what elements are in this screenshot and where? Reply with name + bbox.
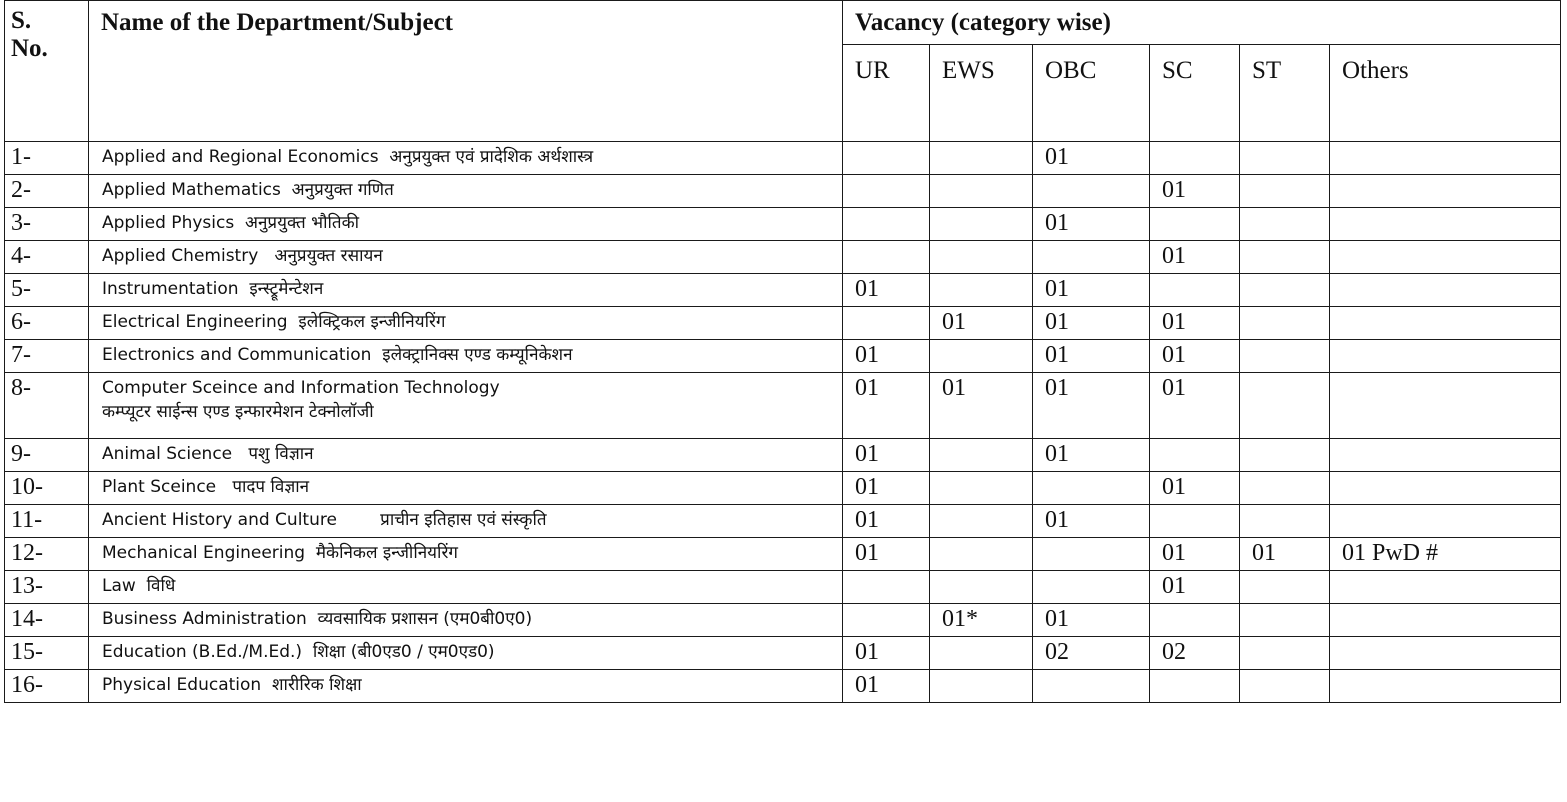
row-department-name: [89, 670, 843, 703]
vacancy-cell-sc: 01: [1150, 307, 1240, 340]
vacancy-cell-obc: 01: [1033, 373, 1150, 439]
vacancy-cell-ur: 01: [843, 637, 930, 670]
vacancy-cell-st: [1240, 142, 1330, 175]
table-header: [5, 1, 1561, 142]
table-body: [5, 142, 1561, 703]
vacancy-cell-ur: 01: [843, 505, 930, 538]
row-serial-number: 13-: [5, 571, 89, 604]
row-department-name: [89, 340, 843, 373]
vacancy-cell-st: [1240, 439, 1330, 472]
vacancy-cell-others: [1330, 307, 1561, 340]
row-serial-number: 3-: [5, 208, 89, 241]
department-name-line1: Education (B.Ed./M.Ed.) शिक्षा (बी0एड0 / एम0एड0): [102, 642, 495, 662]
row-department-name: [89, 241, 843, 274]
department-name-line1: Applied Physics अनुप्रयुक्त भौतिकी: [102, 213, 360, 233]
vacancy-cell-ews: [930, 208, 1033, 241]
vacancy-cell-st: [1240, 175, 1330, 208]
table-row: [5, 472, 1561, 505]
table-row: [5, 175, 1561, 208]
row-department-name: [89, 604, 843, 637]
vacancy-cell-ur: [843, 241, 930, 274]
vacancy-cell-obc: [1033, 175, 1150, 208]
vacancy-table: [4, 0, 1561, 703]
table-row: [5, 571, 1561, 604]
table-row: [5, 241, 1561, 274]
department-name-line1: Applied and Regional Economics अनुप्रयुक्त एवं प्रादेशिक अर्थशास्त्र: [102, 147, 594, 167]
vacancy-cell-st: [1240, 571, 1330, 604]
category-header-others: Others: [1330, 45, 1561, 142]
vacancy-cell-sc: [1150, 604, 1240, 637]
vacancy-cell-obc: [1033, 241, 1150, 274]
table-row: [5, 604, 1561, 637]
row-department-name: [89, 208, 843, 241]
vacancy-cell-sc: 02: [1150, 637, 1240, 670]
vacancy-cell-others: [1330, 241, 1561, 274]
department-name-line1: Ancient History and Culture प्राचीन इतिहास एवं संस्कृति: [102, 510, 547, 530]
table-row: [5, 439, 1561, 472]
category-header-ews: EWS: [930, 45, 1033, 142]
vacancy-cell-st: [1240, 373, 1330, 439]
vacancy-cell-ur: 01: [843, 439, 930, 472]
sno-header-line2: No.: [11, 35, 48, 62]
table-row: [5, 373, 1561, 439]
category-header-sc: SC: [1150, 45, 1240, 142]
category-header-ur: UR: [843, 45, 930, 142]
department-name-line1: Animal Science पशु विज्ञान: [102, 444, 314, 464]
table-row: [5, 538, 1561, 571]
vacancy-cell-sc: [1150, 439, 1240, 472]
vacancy-cell-obc: [1033, 571, 1150, 604]
row-serial-number: 15-: [5, 637, 89, 670]
vacancy-cell-st: [1240, 604, 1330, 637]
vacancy-cell-ur: 01: [843, 538, 930, 571]
row-department-name: [89, 505, 843, 538]
vacancy-cell-others: [1330, 208, 1561, 241]
vacancy-cell-sc: 01: [1150, 373, 1240, 439]
row-serial-number: 14-: [5, 604, 89, 637]
row-serial-number: 4-: [5, 241, 89, 274]
row-serial-number: 16-: [5, 670, 89, 703]
vacancy-cell-st: 01: [1240, 538, 1330, 571]
table-row: [5, 274, 1561, 307]
vacancy-cell-ur: 01: [843, 274, 930, 307]
vacancy-cell-sc: 01: [1150, 340, 1240, 373]
vacancy-cell-ews: [930, 340, 1033, 373]
page-bottom-margin: [0, 782, 1567, 802]
vacancy-cell-ur: [843, 208, 930, 241]
row-serial-number: 5-: [5, 274, 89, 307]
vacancy-cell-st: [1240, 637, 1330, 670]
vacancy-cell-others: [1330, 175, 1561, 208]
row-serial-number: 8-: [5, 373, 89, 439]
vacancy-cell-sc: 01: [1150, 538, 1240, 571]
vacancy-cell-ur: [843, 142, 930, 175]
category-header-st: ST: [1240, 45, 1330, 142]
row-serial-number: 10-: [5, 472, 89, 505]
vacancy-cell-st: [1240, 274, 1330, 307]
vacancy-cell-others: [1330, 274, 1561, 307]
table-row: [5, 142, 1561, 175]
vacancy-cell-others: [1330, 604, 1561, 637]
vacancy-cell-ews: 01: [930, 373, 1033, 439]
department-name-line1: Applied Mathematics अनुप्रयुक्त गणित: [102, 180, 394, 200]
table-row: [5, 208, 1561, 241]
vacancy-cell-others: [1330, 637, 1561, 670]
vacancy-cell-ur: [843, 175, 930, 208]
vacancy-cell-others: [1330, 340, 1561, 373]
vacancy-cell-sc: [1150, 142, 1240, 175]
table-row: [5, 340, 1561, 373]
row-department-name: [89, 373, 843, 439]
vacancy-cell-ur: 01: [843, 373, 930, 439]
row-department-name: [89, 439, 843, 472]
table-row: [5, 505, 1561, 538]
vacancy-cell-obc: 01: [1033, 274, 1150, 307]
vacancy-cell-ur: [843, 604, 930, 637]
vacancy-cell-ews: 01: [930, 307, 1033, 340]
department-name-line1: Mechanical Engineering मैकेनिकल इन्जीनियरिंग: [102, 543, 458, 563]
vacancy-cell-others: [1330, 670, 1561, 703]
vacancy-cell-st: [1240, 670, 1330, 703]
vacancy-cell-others: [1330, 472, 1561, 505]
department-header: Name of the Department/Subject: [89, 1, 843, 142]
vacancy-cell-ur: 01: [843, 472, 930, 505]
vacancy-cell-st: [1240, 241, 1330, 274]
vacancy-cell-ur: 01: [843, 670, 930, 703]
vacancy-cell-ur: [843, 571, 930, 604]
department-name-line1: Electronics and Communication इलेक्ट्रानिक्स एण्ड कम्यूनिकेशन: [102, 345, 573, 365]
vacancy-cell-sc: 01: [1150, 241, 1240, 274]
vacancy-cell-ews: [930, 175, 1033, 208]
vacancy-cell-ews: [930, 472, 1033, 505]
vacancy-cell-obc: 01: [1033, 439, 1150, 472]
vacancy-cell-ews: [930, 670, 1033, 703]
table-row: [5, 307, 1561, 340]
sno-header: [5, 1, 89, 142]
row-department-name: [89, 637, 843, 670]
vacancy-cell-others: [1330, 571, 1561, 604]
vacancy-cell-obc: 01: [1033, 307, 1150, 340]
department-name-line2: कम्प्यूटर साईन्स एण्ड इन्फारमेशन टेक्नोलॉजी: [102, 402, 374, 422]
category-header-obc: OBC: [1033, 45, 1150, 142]
vacancy-cell-others: [1330, 142, 1561, 175]
vacancy-cell-obc: 01: [1033, 340, 1150, 373]
vacancy-cell-sc: 01: [1150, 175, 1240, 208]
vacancy-cell-ews: [930, 571, 1033, 604]
vacancy-cell-obc: 01: [1033, 604, 1150, 637]
vacancy-cell-st: [1240, 340, 1330, 373]
vacancy-cell-ews: [930, 274, 1033, 307]
row-serial-number: 9-: [5, 439, 89, 472]
department-name-line1: Instrumentation इन्स्ट्रूमेन्टेशन: [102, 279, 324, 299]
department-name-line1: Law विधि: [102, 576, 176, 596]
table-row: [5, 637, 1561, 670]
row-department-name: [89, 571, 843, 604]
vacancy-cell-st: [1240, 208, 1330, 241]
department-name-line1: Electrical Engineering इलेक्ट्रिकल इन्जीनियरिंग: [102, 312, 446, 332]
vacancy-cell-obc: [1033, 670, 1150, 703]
vacancy-cell-sc: 01: [1150, 571, 1240, 604]
row-serial-number: 1-: [5, 142, 89, 175]
department-name-line1: Applied Chemistry अनुप्रयुक्त रसायन: [102, 246, 383, 266]
department-name-line1: Business Administration व्यवसायिक प्रशासन (एम0बी0ए0): [102, 609, 533, 629]
vacancy-cell-sc: [1150, 274, 1240, 307]
vacancy-cell-ews: 01*: [930, 604, 1033, 637]
row-department-name: [89, 175, 843, 208]
row-serial-number: 6-: [5, 307, 89, 340]
vacancy-cell-ews: [930, 439, 1033, 472]
vacancy-cell-sc: [1150, 670, 1240, 703]
vacancy-cell-ews: [930, 142, 1033, 175]
row-serial-number: 2-: [5, 175, 89, 208]
row-serial-number: 11-: [5, 505, 89, 538]
vacancy-cell-sc: [1150, 208, 1240, 241]
sno-header-line1: S.: [11, 7, 32, 34]
department-name-line1: Physical Education शारीरिक शिक्षा: [102, 675, 362, 695]
vacancy-cell-obc: [1033, 538, 1150, 571]
department-name-line1: Computer Sceince and Information Technology: [102, 378, 500, 398]
vacancy-cell-ews: [930, 241, 1033, 274]
vacancy-cell-obc: [1033, 472, 1150, 505]
vacancy-cell-others: [1330, 373, 1561, 439]
vacancy-cell-sc: [1150, 505, 1240, 538]
vacancy-cell-obc: 01: [1033, 142, 1150, 175]
vacancy-cell-others: 01 PwD #: [1330, 538, 1561, 571]
vacancy-cell-st: [1240, 307, 1330, 340]
vacancy-table-sheet: [4, 0, 1561, 703]
vacancy-cell-ews: [930, 637, 1033, 670]
vacancy-cell-obc: 01: [1033, 208, 1150, 241]
row-department-name: [89, 142, 843, 175]
vacancy-cell-ews: [930, 538, 1033, 571]
vacancy-cell-obc: 02: [1033, 637, 1150, 670]
vacancy-cell-ews: [930, 505, 1033, 538]
row-department-name: [89, 274, 843, 307]
department-name-line1: Plant Sceince पादप विज्ञान: [102, 477, 310, 497]
vacancy-cell-ur: [843, 307, 930, 340]
vacancy-cell-others: [1330, 439, 1561, 472]
table-row: [5, 670, 1561, 703]
vacancy-cell-others: [1330, 505, 1561, 538]
vacancy-cell-st: [1240, 505, 1330, 538]
vacancy-cell-obc: 01: [1033, 505, 1150, 538]
row-department-name: [89, 538, 843, 571]
vacancy-cell-ur: 01: [843, 340, 930, 373]
row-department-name: [89, 472, 843, 505]
row-serial-number: 12-: [5, 538, 89, 571]
row-serial-number: 7-: [5, 340, 89, 373]
vacancy-header: Vacancy (category wise): [843, 1, 1561, 45]
vacancy-cell-st: [1240, 472, 1330, 505]
vacancy-cell-sc: 01: [1150, 472, 1240, 505]
row-department-name: [89, 307, 843, 340]
